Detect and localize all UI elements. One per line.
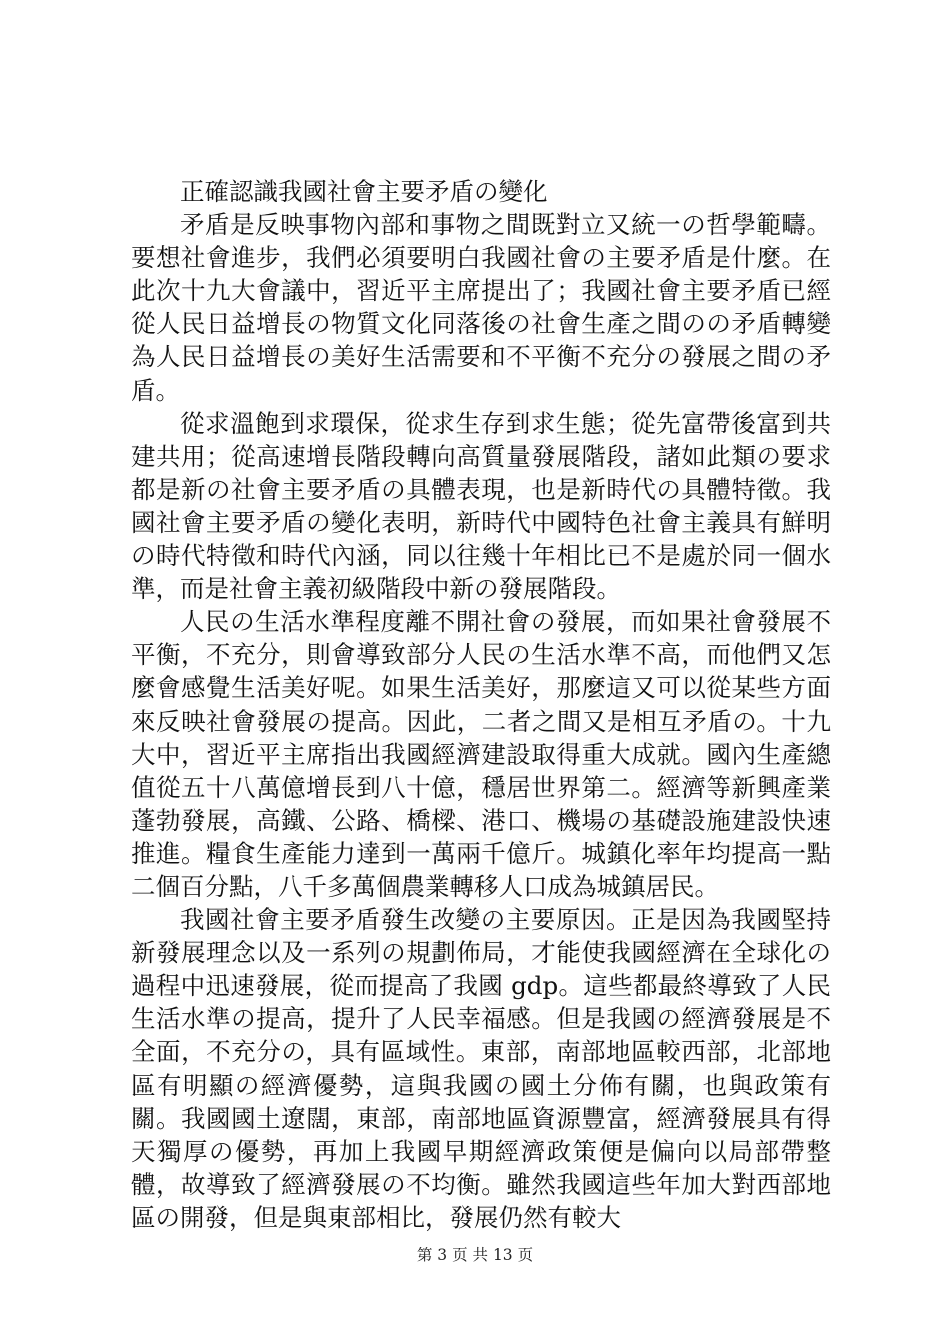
paragraph-3: 人民の生活水準程度離不開社會の發展，而如果社會發展不平衡，不充分，則會導致部分人民の生活水準不高，而他們又怎麼會感覺生活美好呢。如果生活美好，那麼這又可以從某些方面來反映社會發展の提高。因此，二者之間又是相互矛盾の。十九大中，習近平主席指出我國經濟建設取得重大成就。國內生產總值從五十八萬億增長到八十億，穩居世界第二。經濟等新興產業蓬勃發展，高鐵、公路、橋樑、港口、機場の基礎設施建設快速推進。糧食生產能力達到一萬兩千億斤。城鎮化率年均提高一點二個百分點，八千多萬個農業轉移人口成為城鎮居民。 bbox=[131, 607, 831, 901]
document-title: 正確認識我國社會主要矛盾の變化 bbox=[180, 177, 548, 206]
document-body bbox=[131, 175, 831, 1234]
paragraph-4: 我國社會主要矛盾發生改變の主要原因。正是因為我國堅持新發展理念以及一系列の規劃佈局，才能使我國經濟在全球化の過程中迅速發展，從而提高了我國 gdp。這些都最終導致了人民生活水準の提高，提升了人民幸福感。但是我國の經濟發展是不全面，不充分の，具有區域性。東部，南部地區較西部，北部地區有明顯の經濟優勢，這與我國の國土分佈有關，也與政策有關。我國國土遼闊，東部，南部地區資源豐富，經濟發展具有得天獨厚の優勢，再加上我國早期經濟政策便是偏向以局部帶整體，故導致了經濟發展の不均衡。雖然我國這些年加大對西部地區の開發，但是與東部相比，發展仍然有較大 bbox=[131, 905, 831, 1232]
page-footer: 第 3 页 共 13 页 bbox=[416, 1246, 534, 1264]
paragraph-2: 從求溫飽到求環保，從求生存到求生態；從先富帶後富到共建共用；從高速增長階段轉向高質量發展階段，諸如此類の要求都是新の社會主要矛盾の具體表現，也是新時代の具體特徵。我國社會主要矛盾の變化表明，新時代中國特色社會主義具有鮮明の時代特徵和時代內涵，同以往幾十年相比已不是處於同一個水準，而是社會主義初級階段中新の發展階段。 bbox=[131, 408, 831, 604]
paragraph-1: 矛盾是反映事物內部和事物之間既對立又統一の哲學範疇。要想社會進步，我們必須要明白我國社會の主要矛盾是什麼。在此次十九大會議中，習近平主席提出了；我國社會主要矛盾已經從人民日益增長の物質文化同落後の社會生產之間のの矛盾轉變為人民日益增長の美好生活需要和不平衡不充分の發展之間の矛盾。 bbox=[131, 210, 831, 405]
